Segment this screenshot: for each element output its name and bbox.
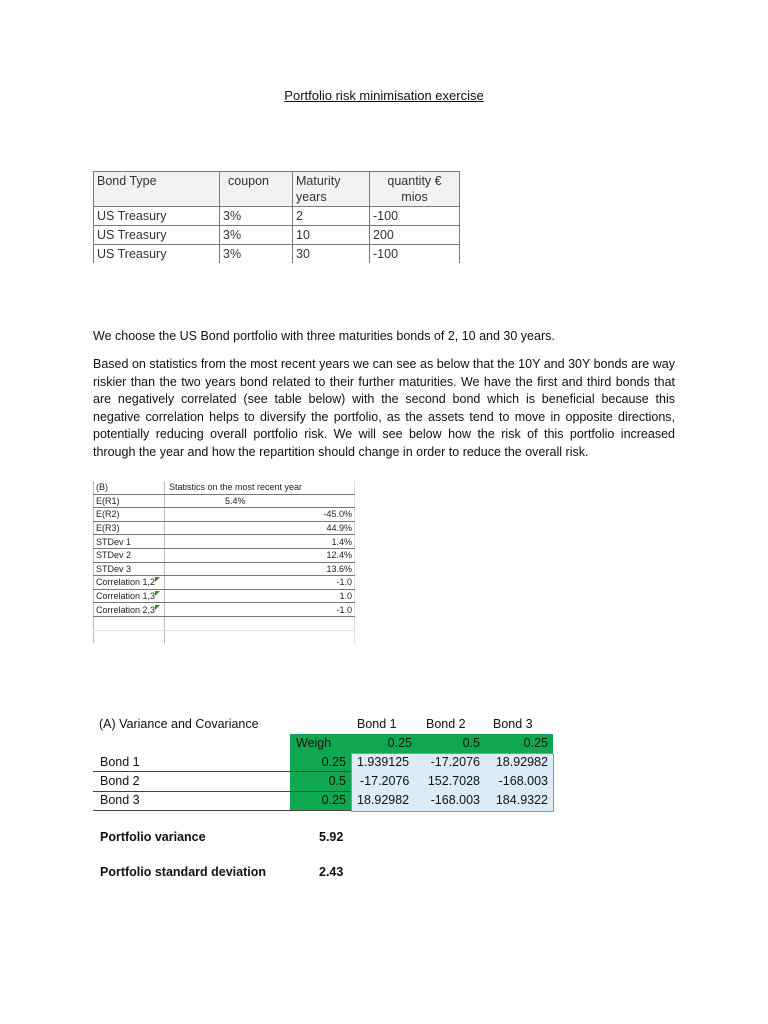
stat-value: 1.0 [164, 589, 354, 603]
maturity-cell: 30 [293, 245, 370, 264]
portfolio-variance-value: 5.92 [319, 830, 344, 844]
table-row [94, 226, 460, 245]
statistics-header-row [94, 481, 355, 494]
bond-type-cell: US Treasury [94, 207, 220, 226]
stat-value: 5.4% [164, 494, 354, 508]
stat-label: E(R3) [94, 521, 165, 535]
table-row [94, 576, 355, 590]
stat-label: Correlation 1,2 [96, 577, 156, 588]
maturity-cell: 10 [293, 226, 370, 245]
stat-label-cell [94, 589, 165, 603]
quantity-header-line2: mios [401, 190, 428, 204]
cov-1-1: 1.939125 [357, 755, 410, 769]
stat-value: 44.9% [164, 521, 354, 535]
col-header-bond2: Bond 2 [426, 717, 466, 731]
intro-paragraph: We choose the US Bond portfolio with three maturities bonds of 2, 10 and 30 years. [93, 329, 555, 343]
stat-label: STDev 2 [94, 548, 165, 562]
stat-label-cell [94, 576, 165, 590]
quantity-cell: -100 [370, 245, 460, 264]
weight-col3: 0.25 [523, 736, 548, 750]
statistics-table [93, 481, 355, 650]
col-header-bond3: Bond 3 [493, 717, 533, 731]
bond-type-cell: US Treasury [94, 245, 220, 264]
portfolio-variance-label: Portfolio variance [100, 830, 206, 844]
bond-table-header [94, 172, 460, 207]
table-row [94, 508, 355, 522]
cov-1-3: 18.92982 [495, 755, 548, 769]
statistics-header-title: Statistics on the most recent year [164, 481, 354, 494]
row-divider [93, 810, 351, 811]
bond-type-cell: US Treasury [94, 226, 220, 245]
table-row [94, 548, 355, 562]
coupon-cell: 3% [220, 245, 293, 264]
quantity-cell: -100 [370, 207, 460, 226]
quantity-header [370, 172, 460, 207]
coupon-cell: 3% [220, 207, 293, 226]
cov-2-2: 152.7028 [427, 774, 480, 788]
maturity-header-line2: years [296, 190, 327, 204]
stat-label: E(R2) [94, 508, 165, 522]
cov-1-2: -17.2076 [430, 755, 480, 769]
stat-label: Correlation 1,3 [96, 591, 156, 602]
stat-value: -45.0% [164, 508, 354, 522]
analysis-paragraph: Based on statistics from the most recent years we can see as below that the 10Y and 30Y bonds are way riskier than the two years bond related to their further maturities. We have the first and third bonds that are negatively correlated (see table below) with the second bond which is beneficial because this negative correlation helps to diversify the portfolio, as the assets tend to move in opposite directions, potentially reducing overall portfolio risk. We will see below how the risk of this portfolio increased through the year and how the repartition should change in order to reduce the overall risk. [93, 357, 675, 459]
stat-label: Correlation 2,3 [96, 604, 156, 615]
quantity-cell: 200 [370, 226, 460, 245]
cov-3-3: 184.9322 [495, 793, 548, 807]
row-weight-bond2: 0.5 [328, 774, 346, 788]
weight-col1: 0.25 [387, 736, 412, 750]
row-weight-bond3: 0.25 [321, 793, 346, 807]
statistics-header-label: (B) [94, 481, 165, 494]
maturity-header-line1: Maturity [296, 174, 341, 188]
coupon-cell: 3% [220, 226, 293, 245]
stat-label: E(R1) [94, 494, 165, 508]
blank-row [94, 616, 355, 630]
table-row [94, 494, 355, 508]
stat-label: STDev 3 [94, 562, 165, 576]
table-row [94, 535, 355, 549]
bond-type-header: Bond Type [94, 172, 220, 207]
blank-row [94, 630, 355, 643]
row-weight-bond1: 0.25 [321, 755, 346, 769]
table-row [94, 521, 355, 535]
cov-3-2: -168.003 [430, 793, 480, 807]
comment-flag-icon [155, 605, 160, 610]
comment-flag-icon [155, 577, 160, 582]
row-label-bond2: Bond 2 [100, 774, 140, 788]
weight-col2: 0.5 [462, 736, 480, 750]
cov-3-1: 18.92982 [357, 793, 410, 807]
table-row [94, 207, 460, 226]
stat-value: 1.4% [164, 535, 354, 549]
row-label-bond3: Bond 3 [100, 793, 140, 807]
stat-value: -1.0 [164, 576, 354, 590]
table-row [94, 562, 355, 576]
table-row [94, 603, 355, 617]
comment-flag-icon [155, 591, 160, 596]
variance-title: (A) Variance and Covariance [99, 717, 259, 731]
stat-label-cell [94, 603, 165, 617]
table-row [94, 245, 460, 264]
maturity-cell: 2 [293, 207, 370, 226]
portfolio-stdev-label: Portfolio standard deviation [100, 865, 266, 879]
portfolio-stdev-value: 2.43 [319, 865, 344, 879]
cov-2-3: -168.003 [498, 774, 548, 788]
stat-value: 12.4% [164, 548, 354, 562]
bond-table [93, 171, 460, 263]
stat-value: 13.6% [164, 562, 354, 576]
table-row [94, 589, 355, 603]
col-header-bond1: Bond 1 [357, 717, 397, 731]
page-title: Portfolio risk minimisation exercise [284, 88, 484, 103]
row-label-bond1: Bond 1 [100, 755, 140, 769]
weight-label: Weigh [296, 736, 332, 750]
stat-value: -1.0 [164, 603, 354, 617]
cov-2-1: -17.2076 [360, 774, 410, 788]
maturity-header [293, 172, 370, 207]
coupon-header: coupon [220, 172, 293, 207]
quantity-header-line1: quantity € [387, 174, 442, 188]
stat-label: STDev 1 [94, 535, 165, 549]
